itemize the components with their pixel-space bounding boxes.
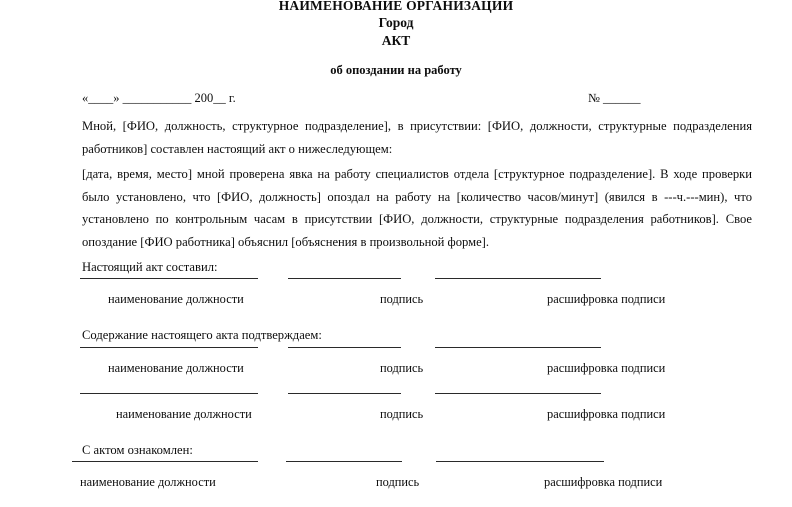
signature-rule-transcript[interactable]	[435, 393, 601, 394]
signature-block-compiled-by	[36, 278, 756, 324]
caption-position: наименование должности	[108, 292, 244, 307]
organization-title: НАИМЕНОВАНИЕ ОРГАНИЗАЦИИ	[278, 0, 514, 13]
section-confirmed-by-label: Содержание настоящего акта подтверждаем:	[82, 328, 322, 343]
document-number-field[interactable]: № ______	[588, 91, 641, 105]
signature-rule-signature[interactable]	[288, 347, 401, 348]
date-field[interactable]: «____» ___________ 200__ г.	[82, 91, 236, 105]
caption-transcript: расшифровка подписи	[547, 406, 666, 421]
caption-position: наименование должности	[80, 475, 216, 490]
document-header	[36, 0, 756, 78]
signature-rule-transcript[interactable]	[435, 347, 601, 348]
body-paragraph-1: Мной, [ФИО, должность, структурное подразделение], в присутствии: [ФИО, должности, структурные подразделения работников] составлен настоящий акт о нижеследующем:	[82, 119, 752, 156]
section-acknowledged-by-label: С актом ознакомлен:	[82, 442, 193, 457]
caption-signature: подпись	[380, 406, 424, 421]
caption-position: наименование должности	[116, 406, 252, 421]
signature-rule-signature[interactable]	[286, 461, 402, 462]
signature-rule-transcript[interactable]	[435, 278, 601, 279]
signature-rule-transcript[interactable]	[436, 461, 604, 462]
caption-signature: подпись	[380, 360, 424, 375]
document-subtitle: об опоздании на работу	[330, 63, 462, 77]
caption-transcript: расшифровка подписи	[547, 360, 666, 375]
signature-rule-position[interactable]	[80, 347, 258, 348]
signature-rule-position[interactable]	[80, 393, 258, 394]
signature-rule-position[interactable]	[80, 278, 258, 279]
body-paragraph-2: [дата, время, место] мной проверена явка на работу специалистов отдела [структурное подразделение]. В ходе проверки было установлено, что [ФИО, должность] опоздал на работу на [количество часов/минут] (явился в ---ч.---мин), что установлено по контрольным часам в присутствии [ФИО, должности, структурные подразделения работников]. Свое опоздание [ФИО работника] объяснил [объяснения в произвольной форме].	[82, 167, 752, 249]
caption-transcript: расшифровка подписи	[544, 475, 663, 490]
signature-rule-position[interactable]	[72, 461, 258, 462]
signature-block-acknowledged-by	[36, 461, 756, 507]
caption-position: наименование должности	[108, 360, 244, 375]
city-label: Город	[378, 15, 414, 30]
signature-rule-signature[interactable]	[288, 393, 401, 394]
signature-rule-signature[interactable]	[288, 278, 401, 279]
document-type-title: АКТ	[381, 33, 411, 48]
caption-transcript: расшифровка подписи	[547, 292, 666, 307]
caption-signature: подпись	[376, 475, 420, 490]
caption-signature: подпись	[380, 292, 424, 307]
document-meta-row	[36, 91, 756, 113]
signature-block-confirmed-by-1	[36, 347, 756, 393]
signature-block-confirmed-by-2	[36, 393, 756, 439]
section-compiled-by-label: Настоящий акт составил:	[82, 259, 218, 274]
